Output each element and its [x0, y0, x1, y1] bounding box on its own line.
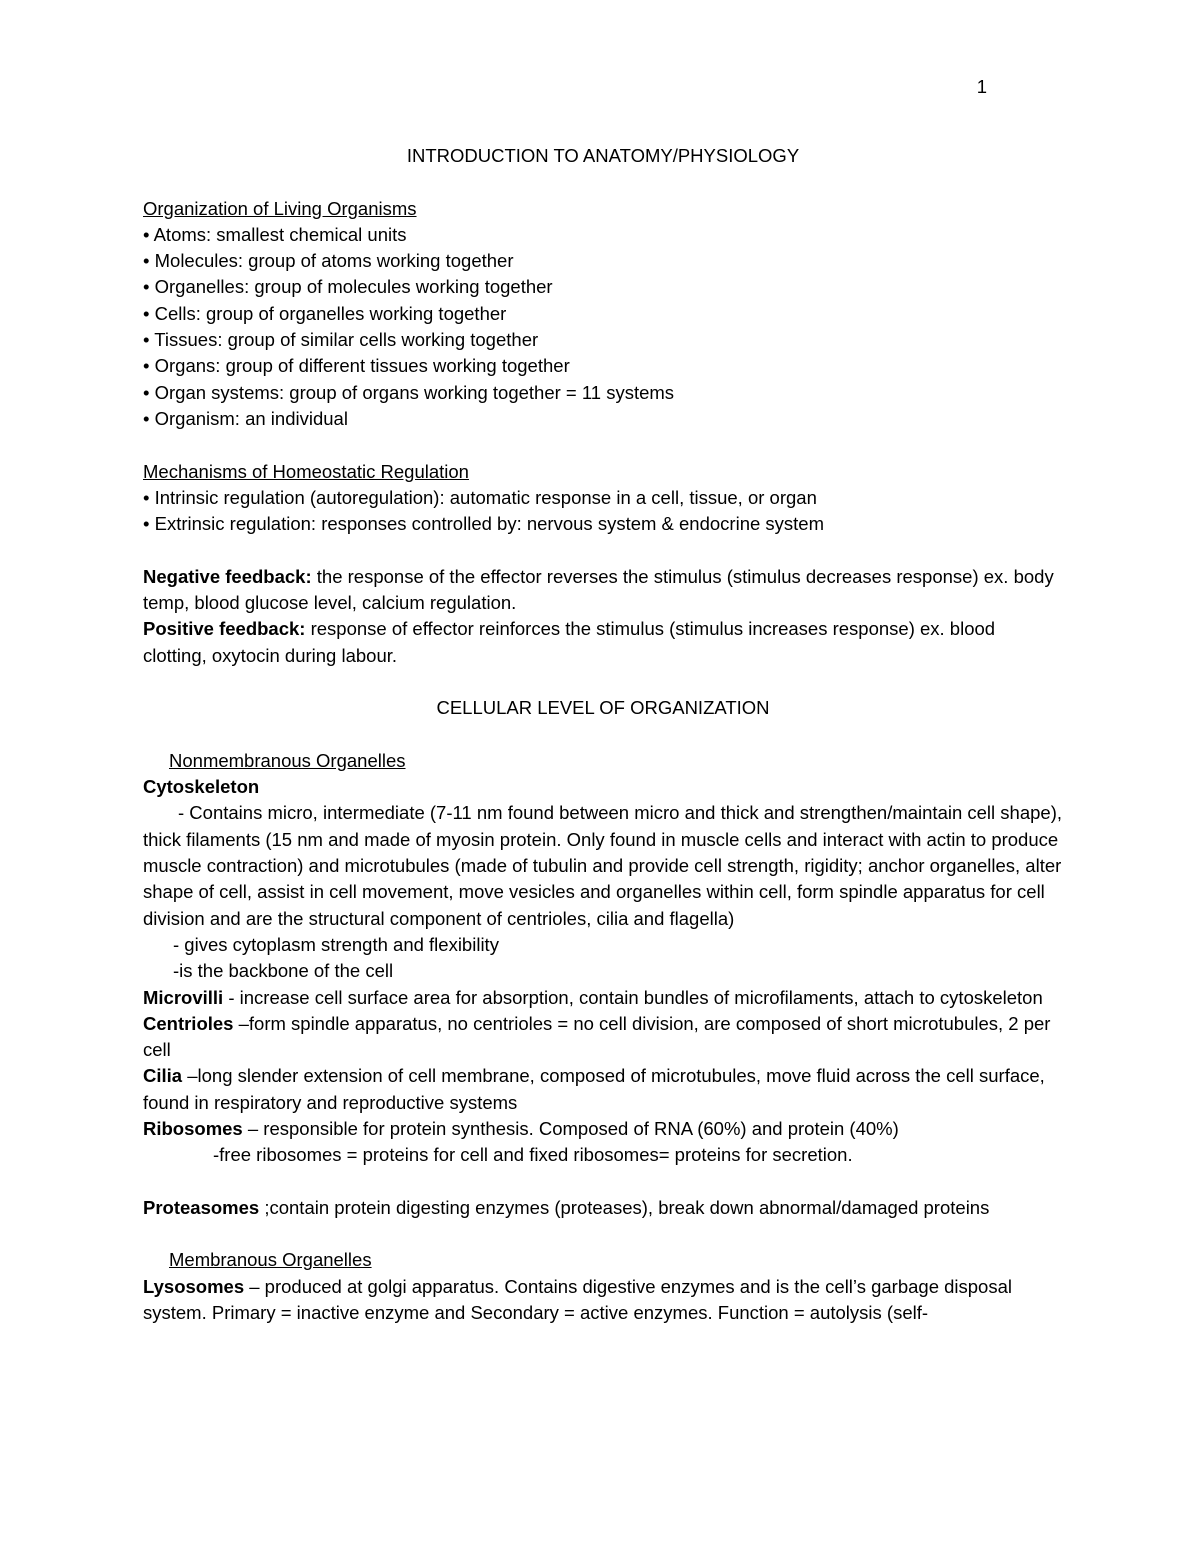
negative-feedback-term: Negative feedback: [143, 565, 312, 587]
cytoskeleton-subpoint: -is the backbone of the cell [173, 960, 394, 982]
ribosomes-term: Ribosomes [143, 1117, 243, 1139]
proteasomes-paragraph [143, 1195, 1063, 1221]
lysosomes-text: – produced at golgi apparatus. Contains digestive enzymes and is the cell’s garbage disposal system. Primary = inactive enzyme and Secondary = active enzymes. Function = autolysis (self- [143, 1275, 1012, 1324]
list-item: • Organism: an individual [143, 407, 348, 429]
cytoskeleton-paragraph: - Contains micro, intermediate (7-11 nm found between micro and thick and strengthen/maintain cell shape), thick filaments (15 nm and made of myosin protein. Only found in muscle cells and interact with actin to produce muscle contraction) and microtubules (made of tubulin and provide cell strength, rigidity; anchor organelles, alter shape of cell, assist in cell movement, move vesicles and organelles within cell, form spindle apparatus for cell division and are the structural component of centrioles, cilia and flagella) [143, 802, 1062, 929]
proteasomes-term: Proteasomes [143, 1196, 260, 1218]
cytoskeleton-subpoint: - gives cytoplasm strength and flexibility [173, 933, 499, 955]
microvilli-text: - increase cell surface area for absorption, contain bundles of microfilaments, attach to cytoskeleton [223, 986, 1043, 1008]
positive-feedback-term: Positive feedback: [143, 618, 306, 640]
page-number: 1 [976, 76, 987, 97]
centrioles-text: –form spindle apparatus, no centrioles = no cell division, are composed of short microtubules, 2 per cell [143, 1012, 1051, 1061]
ribosomes-paragraph [143, 1116, 1063, 1142]
list-item: • Organ systems: group of organs working together = 11 systems [143, 381, 675, 403]
microvilli-term: Microvilli [143, 986, 224, 1008]
organization-heading: Organization of Living Organisms [143, 197, 417, 219]
microvilli-paragraph [143, 985, 1063, 1011]
lysosomes-paragraph [143, 1274, 1063, 1327]
homeostatic-heading: Mechanisms of Homeostatic Regulation [143, 460, 469, 482]
list-item: • Tissues: group of similar cells working together [143, 329, 539, 351]
negative-feedback-text: the response of the effector reverses the stimulus (stimulus decreases response) ex. body temp, blood glucose level, calcium regulation. [143, 565, 1054, 614]
cytoskeleton-term: Cytoskeleton [143, 776, 260, 798]
list-item: • Intrinsic regulation (autoregulation): automatic response in a cell, tissue, or organ [143, 486, 817, 508]
list-item: • Organelles: group of molecules working together [143, 276, 553, 298]
cilia-paragraph [143, 1063, 1063, 1116]
negative-feedback-paragraph [143, 564, 1063, 617]
section-title: CELLULAR LEVEL OF ORGANIZATION [436, 697, 770, 719]
list-item: • Extrinsic regulation: responses controlled by: nervous system & endocrine system [143, 513, 825, 535]
list-item: • Atoms: smallest chemical units [143, 223, 407, 245]
ribosomes-subpoint: -free ribosomes = proteins for cell and fixed ribosomes= proteins for secretion. [213, 1144, 853, 1166]
positive-feedback-paragraph [143, 616, 1063, 669]
cilia-term: Cilia [143, 1065, 183, 1087]
list-item: • Cells: group of organelles working together [143, 302, 507, 324]
document-page [143, 143, 1063, 1326]
ribosomes-text: – responsible for protein synthesis. Composed of RNA (60%) and protein (40%) [242, 1117, 899, 1139]
positive-feedback-text: response of effector reinforces the stimulus (stimulus increases response) ex. blood clotting, oxytocin during labour. [143, 618, 996, 666]
list-item: • Molecules: group of atoms working together [143, 250, 514, 272]
lysosomes-term: Lysosomes [143, 1275, 245, 1297]
centrioles-paragraph [143, 1011, 1063, 1064]
membranous-heading: Membranous Organelles [169, 1249, 372, 1271]
proteasomes-text: ;contain protein digesting enzymes (proteases), break down abnormal/damaged proteins [259, 1196, 990, 1218]
centrioles-term: Centrioles [143, 1012, 234, 1034]
nonmembranous-heading: Nonmembranous Organelles [169, 749, 406, 771]
list-item: • Organs: group of different tissues working together [143, 355, 570, 377]
cilia-text: –long slender extension of cell membrane, composed of microtubules, move fluid across the cell surface, found in respiratory and reproductive systems [143, 1065, 1045, 1113]
document-title: INTRODUCTION TO ANATOMY/PHYSIOLOGY [406, 145, 800, 166]
